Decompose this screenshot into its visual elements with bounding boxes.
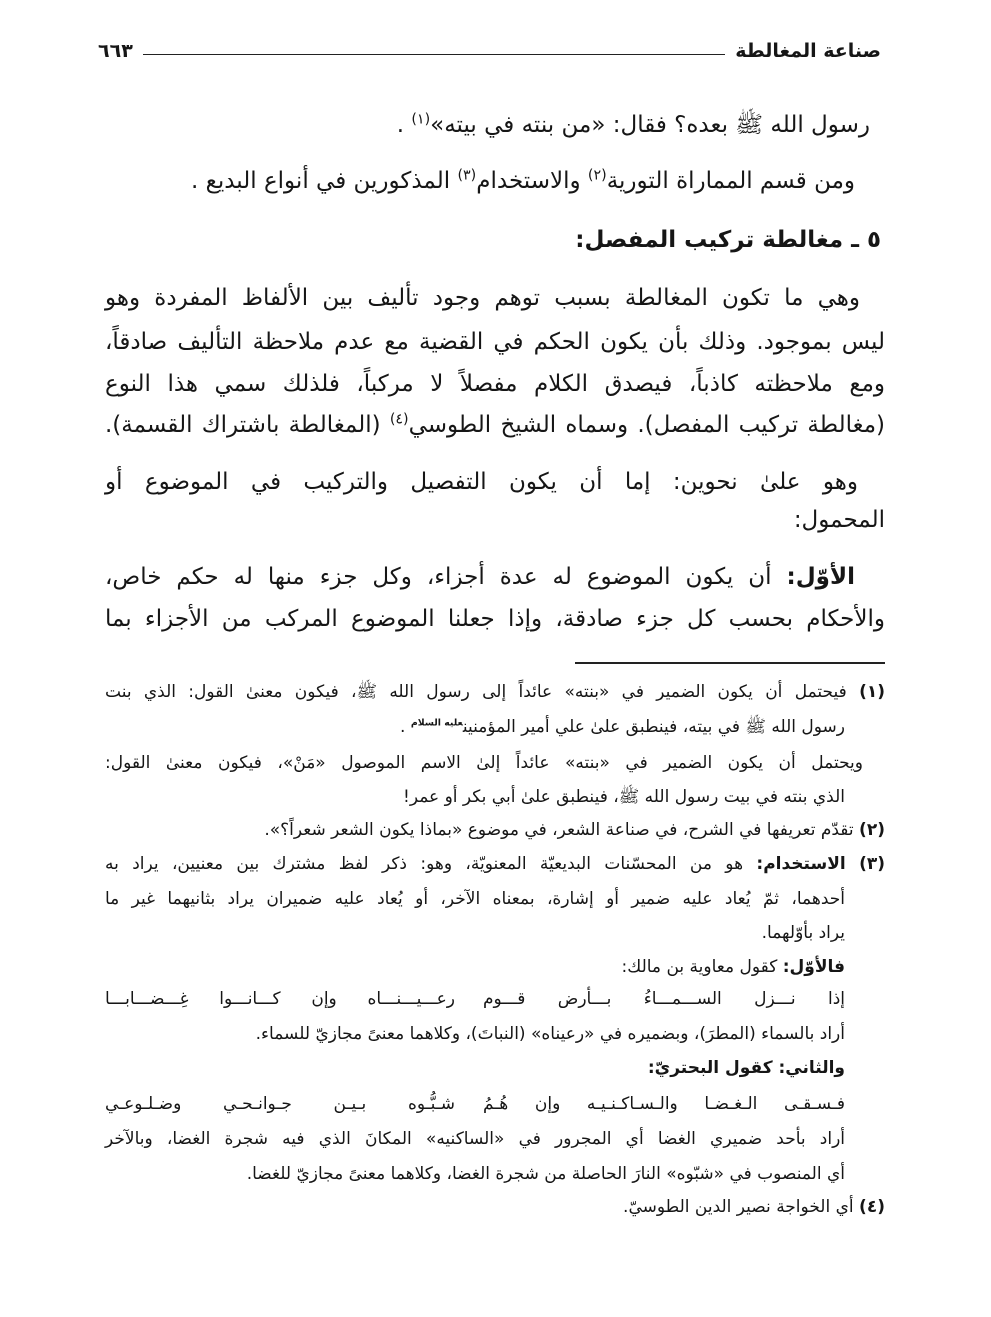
para1-line-4-part2: (المغالطة باشتراك القسمة). xyxy=(105,412,390,438)
verse-1 xyxy=(105,982,885,1016)
verse-2-second-hemistich: شـبُّـوه بـيـن جـوانـحـي وضـلـوعـي xyxy=(105,1094,455,1114)
footnote-3-explain-2-line-2: أي المنصوب في «شبّوه» النارَ الحاصلة من شجرة الغضا، وكلاهما معنىً مجازيّ للغضا. xyxy=(246,1164,845,1184)
honorific-ligature: عليه السلام xyxy=(410,717,463,729)
verse-1-second-hemistich: رعـــيـــنـــاه وإن كـــانـــوا غِـــضـــابـــا xyxy=(105,989,455,1009)
section-heading: ٥ ـ مغالطة تركيب المفصل: xyxy=(575,227,881,253)
footnote-2 xyxy=(105,813,885,847)
main-line-2-part1: ومن قسم المماراة التورية xyxy=(606,168,855,194)
verse-2-first-hemistich: فـسـقـى الـغـضـا والـسـاكـنـيـه وإن هُـمُ xyxy=(483,1094,845,1114)
main-line-2-part2: والاستخدام xyxy=(476,168,588,194)
footnote-1-line-3: ويحتمل أن يكون الضمير في «بنته» عائداً إلىٰ الاسم الموصول «مَنْ»، فيكون معنىٰ القول: xyxy=(105,753,863,773)
footnote-3-line-3: يراد بأوّلهما. xyxy=(761,923,845,943)
footnote-3-line-1 xyxy=(105,847,885,881)
para1-line-3: ومع ملاحظته كاذباً، فيصدق الكلام مفصلاً لا مركباً، فلذلك سمي هذا النوع xyxy=(105,371,885,397)
para1-line-4-part1: (مغالطة تركيب المفصل). وسماه الشيخ الطوسي xyxy=(408,412,885,438)
footnote-3-example-2: والثاني: كقول البحتريّ: xyxy=(647,1058,845,1078)
footnote-1-text-2: رسول الله ﷺ في بيته، فينطبق علىٰ علي أمير المؤمنين xyxy=(462,717,845,737)
footnote-ref-1: (١) xyxy=(411,111,431,128)
para2-line-1: وهو علىٰ نحوين: إما أن يكون التفصيل والتركيب في الموضوع أو xyxy=(105,469,858,495)
footnote-3-term: الاستخدام: xyxy=(756,854,846,874)
footnote-3-text-1: هو من المحسّنات البديعيّة المعنويّة، وهو: ذكر لفظ مشترك بين معنيين، يراد به xyxy=(105,854,757,874)
footnote-1-line-4: الذي بنته في بيت رسول الله ﷺ، فينطبق علىٰ أبي بكر أو عمر! xyxy=(403,787,845,807)
footnote-3-line-2: أحدهما، ثمّ يُعاد عليه ضمير أو إشارة، بمعناه الآخر، أو يُعاد عليه ضميران يراد بثانيهما غير ما xyxy=(105,889,845,909)
footnote-2-text: تقدّم تعريفها في الشرح، في صناعة الشعر، في موضوع «بماذا يكون الشعر شعراً؟». xyxy=(264,820,854,840)
running-header-title: صناعة المغالطة xyxy=(735,40,881,62)
verse-1-first-hemistich: إذا نـــزل الســـمـــاءُ بـــأرض قـــوم xyxy=(483,989,845,1009)
footnote-3-explain-2-line-1: أراد بأحد ضميري الغضا أي المجرور في «الساكنيه» المكانَ الذي فيه شجرة الغضا، وبالآخر xyxy=(105,1129,845,1149)
page-number: ٦٦٣ xyxy=(98,40,133,62)
para3-line-2: والأحكام بحسب كل جزء صادقة، وإذا جعلنا الموضوع المركب من الأجزاء بما xyxy=(105,606,885,632)
footnote-ref-2: (٢) xyxy=(587,167,607,184)
footnote-3-explain-1: أراد بالسماء (المطرَ)، وبضميره في «رعيناه» (النباتَ)، وكلاهما معنىً مجازيّ للسماء. xyxy=(255,1024,845,1044)
para3-lead: الأوّل: xyxy=(786,564,855,590)
main-line-2-part3: المذكورين في أنواع البديع . xyxy=(190,168,458,194)
example-1-lead: فالأوّل: xyxy=(782,957,845,977)
footnote-3-example-1 xyxy=(105,950,885,984)
main-line-1-text: رسول الله ﷺ بعده؟ فقال: «من بنته في بيته» xyxy=(430,112,870,138)
verse-2 xyxy=(105,1087,885,1121)
footnote-1-line-2 xyxy=(105,710,885,744)
para2-line-2: المحمول: xyxy=(793,507,885,533)
footnote-4-text: أي الخواجة نصير الدين الطوسيّ. xyxy=(623,1197,854,1217)
footnote-4-number: (٤) xyxy=(859,1197,885,1217)
footnote-1-line-1 xyxy=(105,675,885,709)
footnote-ref-4: (٤) xyxy=(389,411,409,428)
main-line-1-end: . xyxy=(396,112,412,138)
footnote-4 xyxy=(105,1190,885,1224)
example-1-intro: كقول معاوية بن مالك: xyxy=(621,957,783,977)
footnotes xyxy=(105,0,885,1317)
footnote-2-number: (٢) xyxy=(859,820,885,840)
para3-line-1-text: أن يكون الموضوع له عدة أجزاء، وكل جزء منها له حكم خاص، xyxy=(105,564,787,590)
para1-line-2: ليس بموجود. وذلك بأن يكون الحكم في القضية مع عدم ملاحظة التأليف صادقاً، xyxy=(105,329,885,355)
footnote-ref-3: (٣) xyxy=(457,167,477,184)
para1-line-1: وهي ما تكون المغالطة بسبب توهم وجود تأليف بين الألفاظ المفردة وهو xyxy=(105,285,860,311)
footnote-3-number: (٣) xyxy=(859,854,886,874)
footnote-1-number: (١) xyxy=(859,682,886,702)
footnote-1-text-1: فيحتمل أن يكون الضمير في «بنته» عائداً إلى رسول الله ﷺ، فيكون معنىٰ القول: الذي بنت xyxy=(105,682,847,702)
footnote-1-text-2-end: . xyxy=(400,717,411,737)
